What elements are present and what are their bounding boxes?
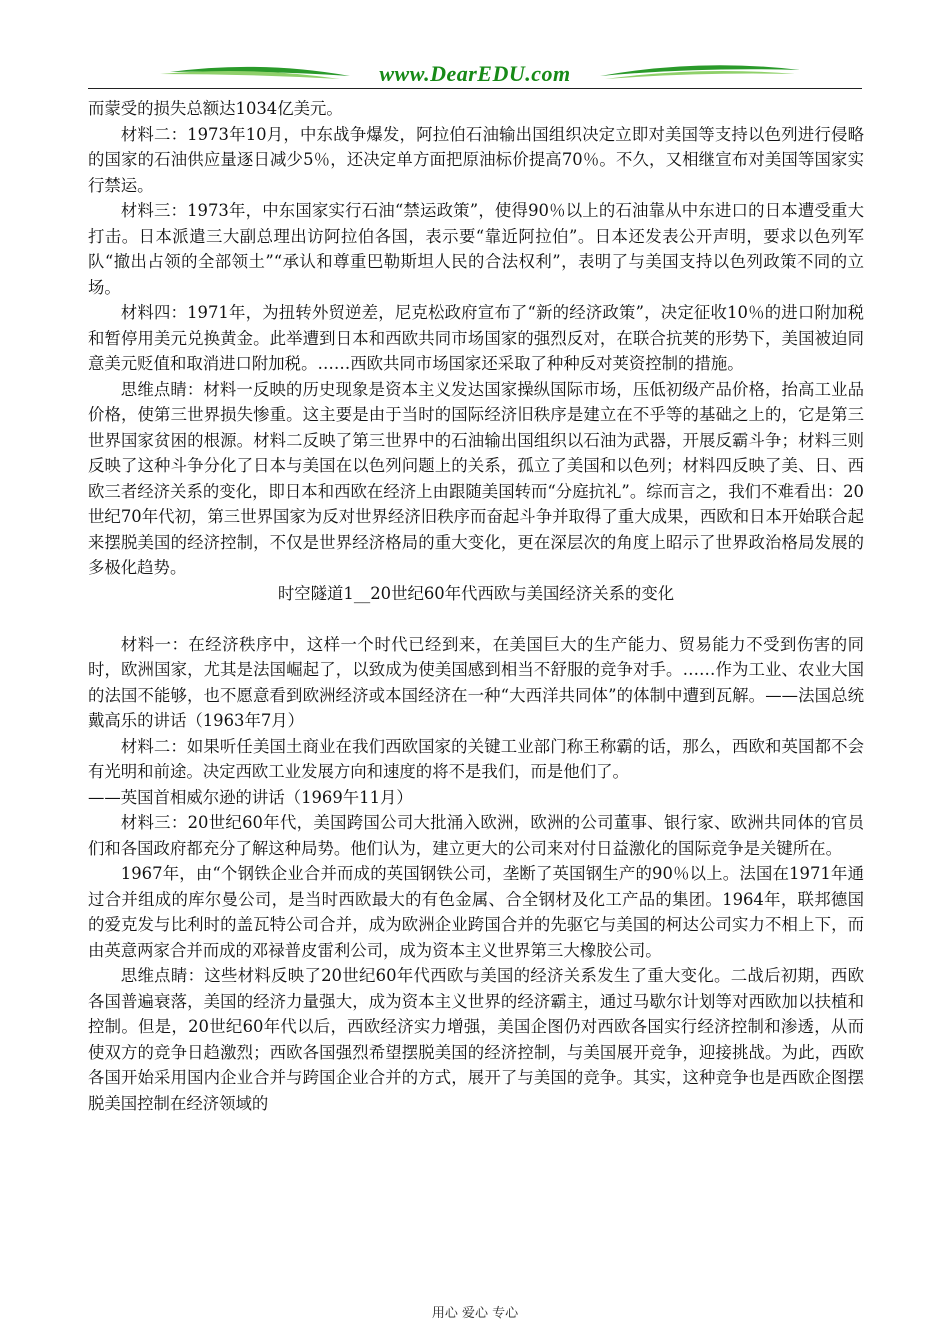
paragraph: 思维点睛：这些材料反映了20世纪60年代西欧与美国的经济关系发生了重大变化。二战后初期，西欧各国普遍衰落，美国的经济力量强大，成为资本主义世界的经济霸主，通过马歇尔计划等对西欧加以扶植和控制。但是，20世纪60年代以后，西欧经济实力增强，美国企图仍对西欧各国实行经济控制和渗透，从而使双方的竞争日趋激烈；西欧各国强烈希望摆脱美国的经济控制，与美国展开竞争，迎接挑战。为此，西欧各国开始采用国内企业合并与跨国企业合并的方式，展开了与美国的竞争。其实，这种竞争也是西欧企图摆脱美国控制在经济领域的 <box>88 966 864 1113</box>
paragraph: 材料四：1971年，为扭转外贸逆差，尼克松政府宣布了“新的经济政策”，决定征收10％的进口附加税和暂停用美元兑换黄金。此举遭到日本和西欧共同市场国家的强烈反对，在联合抗荚的形势下，美国被迫同意美元贬值和取消进口附加税。……西欧共同市场国家还采取了种种反对荚资控制的措施。 <box>88 303 864 373</box>
paragraph: 思维点睛：材料一反映的历史现象是资本主义发达国家操纵国际市场，压低初级产品价格，抬高工业品价格，使第三世界损失惨重。这主要是由于当时的国际经济旧秩序是建立在不乎等的基础之上的，它是第三世界国家贫困的根源。材料二反映了第三世界中的石油输出国组织以石油为武器，开展反霸斗争；材料三则反映了这种斗争分化了日本与美国在以色列问题上的关系，孤立了美国和以色列；材料四反映了美、日、西欧三者经济关系的变化，即日本和西欧在经济上由跟随美国转而“分庭抗礼”。综而言之，我们不难看出：20世纪70年代初，第三世界国家为反对世界经济旧秩序而奋起斗争并取得了重大成果，西欧和日本开始联合起来摆脱美国的经济控制，不仅是世界经济格局的重大变化，更在深层次的角度上昭示了世界政治格局发展的多极化趋势。 <box>88 379 864 577</box>
page-footer: 用心 爱心 专心 <box>431 1306 519 1321</box>
site-url: www.DearEDU.com <box>379 61 571 86</box>
header-rule <box>88 88 862 89</box>
paragraph: 1967年，由“个钢铁企业合并而成的英国钢铁公司，垄断了英国钢生产的90％以上。法国在1971年通过合并组成的库尔曼公司，是当时西欧最大的有色金属、合全钢材及化工产品的集团。1964年，联邦德国的爱克发与比利时的盖瓦特公司合并，成为欧洲企业跨国合并的先驱它与美国的柯达公司实力不相上下，而由英意两家合并而成的邓禄普皮雷利公司，成为资本主义世界第三大橡胶公司。 <box>88 864 864 960</box>
paragraph: 而蒙受的损失总额达1034亿美元。 <box>88 99 343 118</box>
paragraph: 材料一：在经济秩序中，这样一个时代已经到来，在美国巨大的生产能力、贸易能力不受到伤害的同时，欧洲国家，尤其是法国崛起了，以致成为使美国感到相当不舒服的竞争对手。……作为工业、农业大国的法国不能够，也不愿意看到欧洲经济或本国经济在一种“大西洋共同体”的体制中遭到瓦解。——法国总统戴高乐的讲话（1963年7月） <box>88 634 864 730</box>
paragraph: 材料三：20世纪60年代，美国跨国公司大批涌入欧洲，欧洲的公司董事、银行家、欧洲共同体的官员们和各国政府都充分了解这种局势。他们认为，建立更大的公司来对付日益激化的国际竞争是关键所在。 <box>88 813 864 858</box>
paragraph: 材料二：如果听任美国土商业在我们西欧国家的关键工业部门称王称霸的话，那么，西欧和英国都不会有光明和前途。决定西欧工业发展方向和速度的将不是我们，而是他们了。 <box>88 736 864 781</box>
blank-line <box>88 606 864 632</box>
document-body <box>88 96 864 1116</box>
page-header <box>0 0 950 92</box>
quote-attribution: ——英国首相威尔逊的讲话（1969午11月） <box>88 787 413 807</box>
paragraph: 材料二：1973年10月，中东战争爆发，阿拉伯石油输出国组织决定立即对美国等支持以色列进行侵略的国家的石油供应量逐日减少5％，还决定单方面把原油标价提高70％。不久，又相继宣布对美国等国家实行禁运。 <box>88 124 864 195</box>
section-title: 时空隧道1__20世纪60年代西欧与美国经济关系的变化 <box>277 583 675 603</box>
paragraph: 材料三：1973年，中东国家实行石油“禁运政策”，使得90％以上的石油靠从中东进口的日本遭受重大打击。日本派遣三大副总理出访阿拉伯各国，表示要“靠近阿拉伯”。日本还发表公开声明，要求以色列军队“撤出占领的全部领土”“承认和尊重巴勒斯坦人民的合法权利”，表明了与美国支持以色列政策不同的立场。 <box>88 201 864 297</box>
